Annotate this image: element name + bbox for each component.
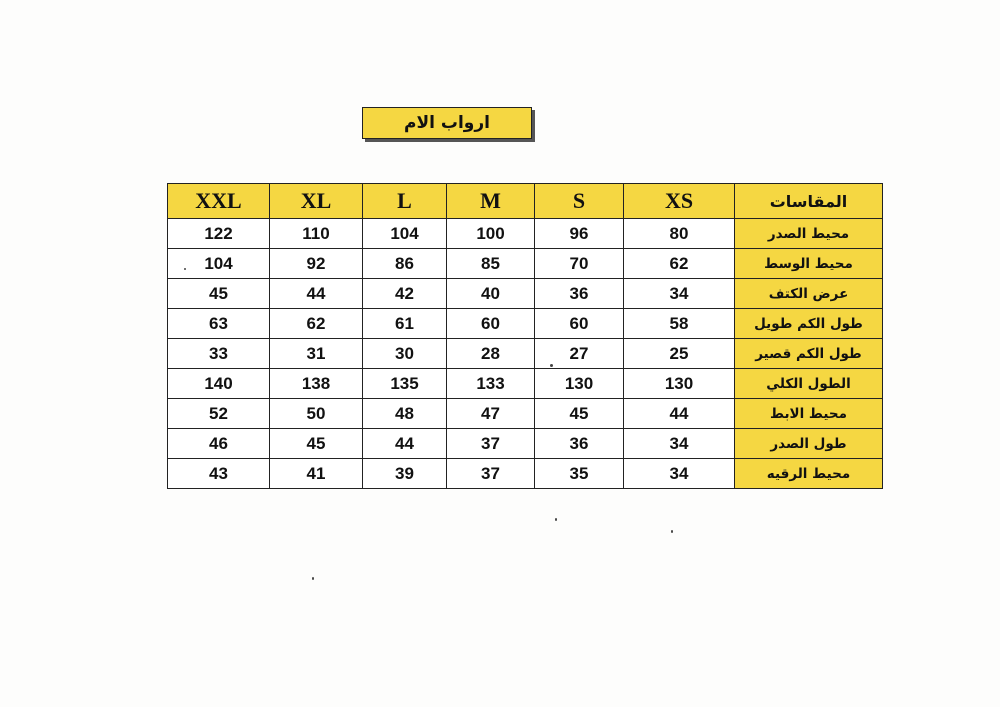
- row-label: محيط الصدر: [735, 219, 883, 249]
- table-cell: 140: [168, 369, 270, 399]
- scan-speck: [671, 530, 673, 533]
- table-cell: 47: [447, 399, 535, 429]
- table-row: [168, 279, 883, 309]
- table-cell: 80: [624, 219, 735, 249]
- table-cell: 41: [270, 459, 363, 489]
- size-header-xl: XL: [270, 184, 363, 219]
- row-label: عرض الكتف: [735, 279, 883, 309]
- row-label: محيط الوسط: [735, 249, 883, 279]
- table-cell: 50: [270, 399, 363, 429]
- table-cell: 48: [363, 399, 447, 429]
- table-cell: 46: [168, 429, 270, 459]
- table-cell: 45: [168, 279, 270, 309]
- table-cell: 122: [168, 219, 270, 249]
- row-label: طول الكم طويل: [735, 309, 883, 339]
- size-header-xxl: XXL: [168, 184, 270, 219]
- table-cell: 36: [535, 429, 624, 459]
- table-cell: 135: [363, 369, 447, 399]
- table-row: [168, 459, 883, 489]
- table-cell: 138: [270, 369, 363, 399]
- table-cell: 33: [168, 339, 270, 369]
- table-row: [168, 219, 883, 249]
- table-cell: 96: [535, 219, 624, 249]
- table-cell: 27: [535, 339, 624, 369]
- page-title: ارواب الام: [362, 107, 532, 139]
- table-cell: 25: [624, 339, 735, 369]
- table-cell: 36: [535, 279, 624, 309]
- table-cell: 130: [624, 369, 735, 399]
- scan-speck: [312, 577, 314, 580]
- table-cell: 35: [535, 459, 624, 489]
- table-cell: 28: [447, 339, 535, 369]
- size-header-xs: XS: [624, 184, 735, 219]
- table-row: [168, 339, 883, 369]
- size-chart-table: [167, 183, 883, 489]
- table-row: [168, 399, 883, 429]
- table-row: [168, 429, 883, 459]
- table-cell: 34: [624, 429, 735, 459]
- table-cell: 42: [363, 279, 447, 309]
- table-cell: 60: [447, 309, 535, 339]
- table-cell: 43: [168, 459, 270, 489]
- table-cell: 31: [270, 339, 363, 369]
- scan-speck: [184, 268, 186, 270]
- size-header-s: S: [535, 184, 624, 219]
- measurements-header: المقاسات: [735, 184, 883, 219]
- table-cell: 58: [624, 309, 735, 339]
- table-cell: 39: [363, 459, 447, 489]
- table-cell: 44: [363, 429, 447, 459]
- size-header-row: [168, 184, 883, 219]
- table-cell: 61: [363, 309, 447, 339]
- scan-speck: [555, 518, 557, 521]
- table-cell: 52: [168, 399, 270, 429]
- table-cell: 60: [535, 309, 624, 339]
- size-header-m: M: [447, 184, 535, 219]
- row-label: محيط الابط: [735, 399, 883, 429]
- table-row: [168, 249, 883, 279]
- table-cell: 44: [624, 399, 735, 429]
- table-cell: 37: [447, 429, 535, 459]
- table-cell: 40: [447, 279, 535, 309]
- row-label: محيط الرقيه: [735, 459, 883, 489]
- table-cell: 86: [363, 249, 447, 279]
- table-cell: 62: [270, 309, 363, 339]
- table-cell: 34: [624, 459, 735, 489]
- table-row: [168, 369, 883, 399]
- scan-speck: [550, 364, 553, 367]
- table-cell: 30: [363, 339, 447, 369]
- table-cell: 44: [270, 279, 363, 309]
- table-cell: 45: [535, 399, 624, 429]
- table-cell: 63: [168, 309, 270, 339]
- table-cell: 62: [624, 249, 735, 279]
- row-label: طول الصدر: [735, 429, 883, 459]
- table-cell: 104: [363, 219, 447, 249]
- table-cell: 110: [270, 219, 363, 249]
- table-cell: 45: [270, 429, 363, 459]
- row-label: طول الكم قصير: [735, 339, 883, 369]
- table-cell: 133: [447, 369, 535, 399]
- size-header-l: L: [363, 184, 447, 219]
- table-cell: 104: [168, 249, 270, 279]
- table-cell: 70: [535, 249, 624, 279]
- row-label: الطول الكلي: [735, 369, 883, 399]
- table-cell: 85: [447, 249, 535, 279]
- table-cell: 34: [624, 279, 735, 309]
- table-cell: 37: [447, 459, 535, 489]
- table-cell: 92: [270, 249, 363, 279]
- table-cell: 100: [447, 219, 535, 249]
- table-row: [168, 309, 883, 339]
- table-cell: 130: [535, 369, 624, 399]
